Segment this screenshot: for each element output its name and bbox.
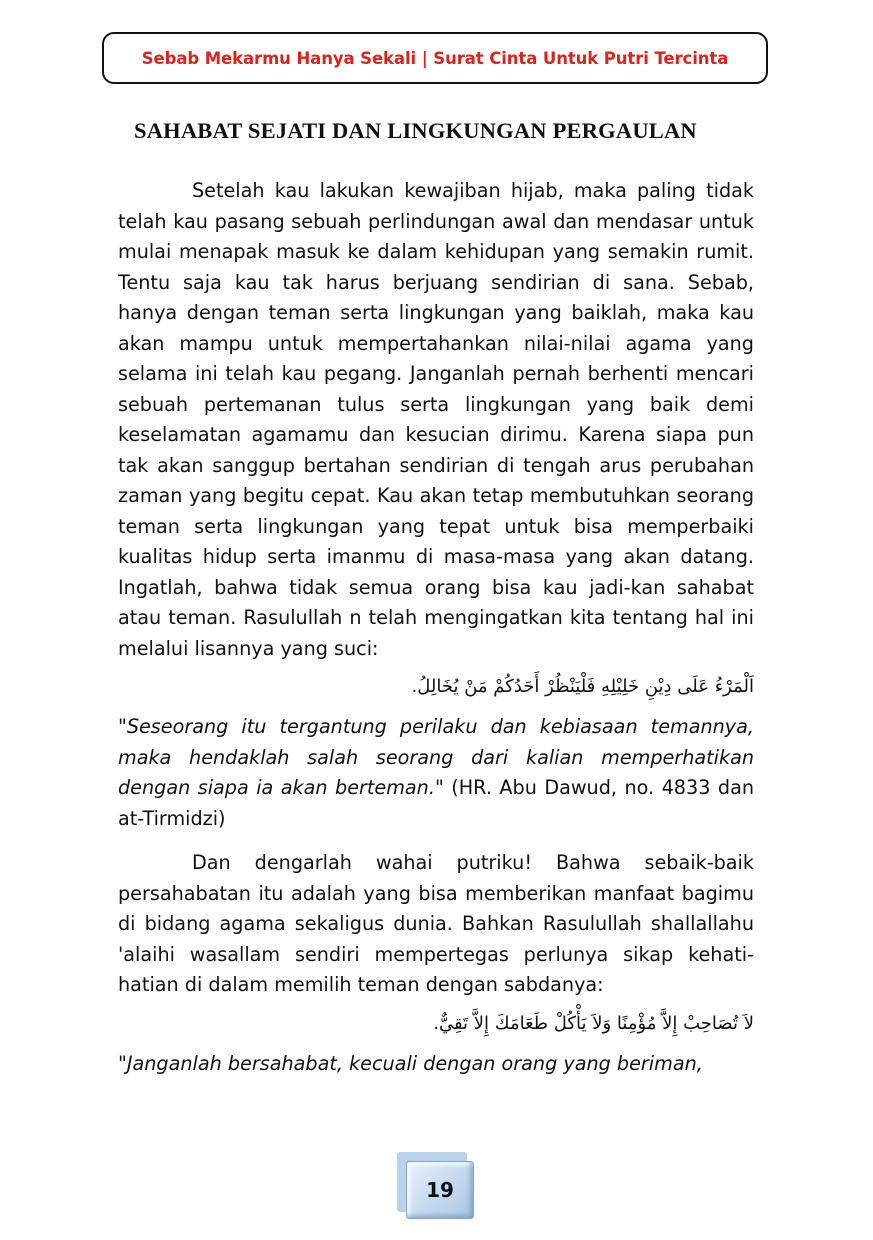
running-title: Sebab Mekarmu Hanya Sekali | Surat Cinta Untuk Putri Tercinta <box>141 48 729 68</box>
hadith-translation-1 <box>118 712 754 834</box>
paragraph-2: Dan dengarlah wahai putriku! Bahwa sebaik-baik persahabatan itu adalah yang bisa memberikan manfaat bagimu di bidang agama sekaligus dunia. Bahkan Rasulullah shallallahu 'alaihi wasallam sendiri mempertegas perlunya sikap kehati-hatian di dalam memilih teman dengan sabdanya: <box>118 851 754 996</box>
page-number: 19 <box>426 1178 454 1202</box>
page-number-badge <box>397 1152 477 1222</box>
running-header <box>102 32 768 84</box>
hadith-quote-1: "Seseorang itu tergantung perilaku dan kebiasaan temannya, maka hendaklah salah seorang dari kalian memperhatikan dengan siapa ia akan berteman." <box>118 715 754 799</box>
body-text <box>118 176 754 1079</box>
hadith-quote-2: "Janganlah bersahabat, kecuali dengan orang yang beriman, <box>118 1051 703 1075</box>
hadith-source-1: (HR. Abu Dawud, no. 4833 dan at-Tirmidzi) <box>118 776 754 830</box>
arabic-hadith-2: لاَ تُصَاحِبْ إِلاَّ مُؤْمِنًا وَلاَ يَأْكُلْ طَعَامَكَ إِلاَّ تَقِيٌّ. <box>433 1012 754 1034</box>
hadith-translation-2 <box>118 1049 754 1080</box>
arabic-hadith-1: اَلْمَرْءُ عَلَى دِيْنِ خَلِيْلِهِ فَلْيَنْظُرْ أَحَدُكُمْ مَنْ يُخَالِلُ. <box>411 676 754 697</box>
page-number-box <box>406 1161 474 1219</box>
chapter-title: SAHABAT SEJATI DAN LINGKUNGAN PERGAULAN <box>134 118 697 143</box>
paragraph-1: Setelah kau lakukan kewajiban hijab, maka paling tidak telah kau pasang sebuah perlindungan awal dan mendasar untuk mulai menapak masuk ke dalam kehidupan yang semakin rumit. Tentu saja kau tak harus berjuang sendirian di sana. Sebab, hanya dengan teman serta lingkungan yang baiklah, maka kau akan mampu untuk mempertahankan nilai-nilai agama yang selama ini telah kau pegang. Janganlah pernah berhenti mencari sebuah pertemanan tulus serta lingkungan yang baik demi keselamatan agamamu dan kesucian dirimu. Karena siapa pun tak akan sanggup bertahan sendirian di tengah arus perubahan zaman yang begitu cepat. Kau akan tetap membutuhkan seorang teman serta lingkungan yang tepat untuk bisa memperbaiki kualitas hidup serta imanmu di masa-masa yang akan datang. Ingatlah, bahwa tidak semua orang bisa kau jadi-kan sahabat atau teman. Rasulullah n telah mengingatkan kita tentang hal ini melalui lisannya yang suci: <box>118 179 754 660</box>
